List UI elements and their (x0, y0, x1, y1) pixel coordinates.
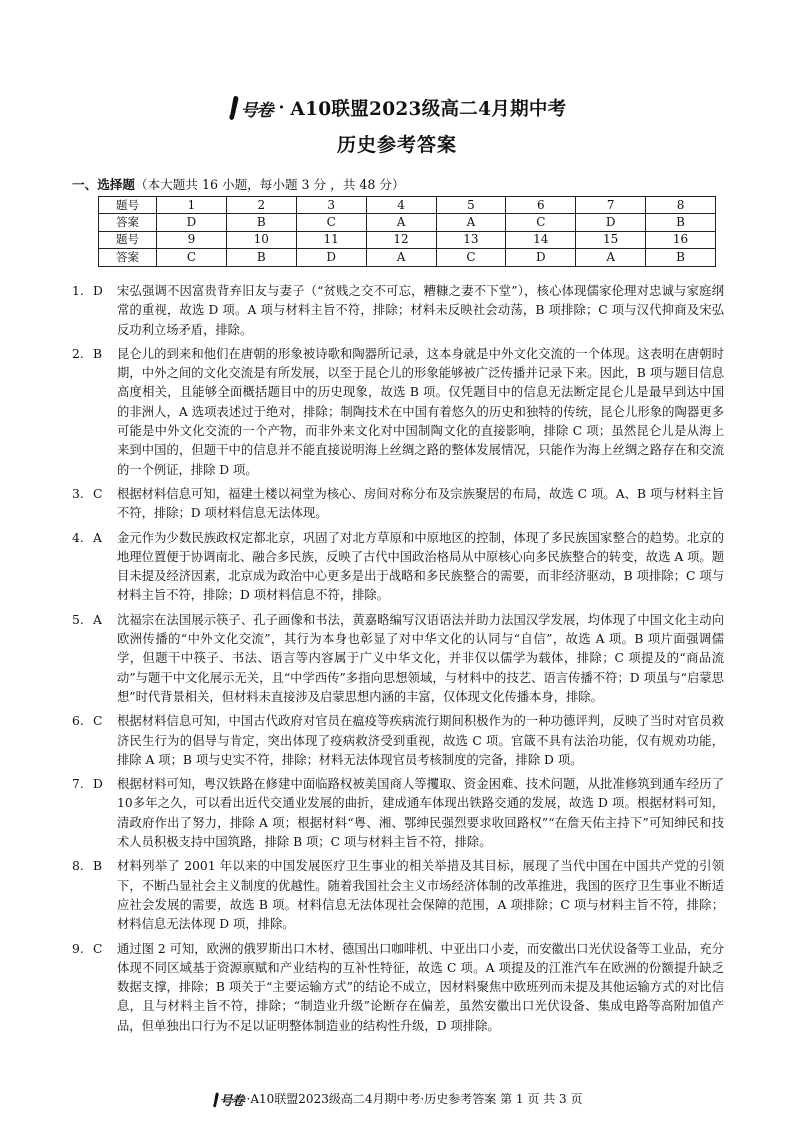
section-note: （本大题共 16 小题，每小题 3 分 ，共 48 分） (134, 177, 405, 192)
section-heading (72, 174, 405, 193)
brush-stroke-icon (228, 95, 240, 121)
item-answer: B (93, 859, 103, 874)
table-cell: C (296, 214, 366, 231)
item-explanation: 沈福宗在法国展示筷子、孔子画像和书法，黄嘉略编写汉语语法并助力法国汉学发展，均体现了中国文化主动向欧洲传播的“中外文化交流”，其行为本身也彰显了对中华文化的认同与“自信”，故选 A 项。B 项片面强调儒学，但题干中筷子、书法、语言等内容属于广义中华文化，并非仅以儒学为载体，排除；C 项提及的“商品流动”与题干中文化展示无关，且“中学西传”多指向思想领域，与材料中的技艺、语言传播不符；D 项虽与“启蒙思想”时代背景相关，但材料未直接涉及启蒙思想内涵的丰富，仅体现文化传播本身，排除。 (117, 612, 724, 704)
table-cell: 7 (576, 197, 646, 214)
footer-logo-text: 号卷 (219, 1094, 244, 1109)
item-explanation: 昆仑儿的到来和他们在唐朝的形象被诗歌和陶器所记录，这本身就是中外文化交流的一个体现。这表明在唐朝时期，中外之间的文化交流是有所发展，以至于昆仑儿的形象能够被广泛传播并记录下来。因此，B 项与题目信息高度相关，且能够全面概括题目中的历史现象，故选 B 项。仅凭题目中的信息无法断定昆仑儿是最早到达中国的非洲人，A 选项表述过于绝对，排除；制陶技术在中国有着悠久的历史和独特的传统，昆仑儿形象的陶器更多可能是中外文化交流的一个产物，而非外来文化对中国制陶文化的直接影响，排除 C 项；虽然昆仑儿是从海上来到中国的，但题干中的信息并不能直接说明海上丝绸之路的整体发展情况，只能作为海上丝绸之路存在和交流的一个例证，排除 D 项。 (117, 346, 724, 477)
table-cell: A (366, 249, 436, 266)
list-item (72, 611, 724, 707)
table-cell: A (436, 214, 506, 231)
list-item (72, 485, 724, 524)
list-item (72, 857, 724, 934)
table-cell: 2 (226, 197, 296, 214)
page-footer (0, 1090, 794, 1109)
table-cell: 1 (157, 197, 227, 214)
item-number: 3. (72, 486, 84, 501)
item-explanation: 根据材料信息可知，中国古代政府对官员在瘟疫等疾病流行期间积极作为的一种功德评判，反映了当时对官员救济民生行为的倡导与肯定，突出体现了疫病救济受到重视，故选 C 项。官箴不具有法治功能，仅有规劝功能，排除 A 项；B 项与史实不符，排除；材料无法体现官员考核制度的完备，排除 D 项。 (117, 714, 724, 767)
item-number: 1. (72, 284, 84, 298)
table-cell: A (576, 249, 646, 266)
table-cell: C (506, 214, 576, 231)
item-answer: C (93, 714, 103, 729)
item-explanation: 根据材料信息可知，福建土楼以祠堂为核心、房间对称分布及宗族聚居的布局，故选 C 项。A、B 项与材料主旨不符，排除；D 项材料信息无法体现。 (117, 486, 724, 521)
table-cell: D (576, 214, 646, 231)
list-item (72, 529, 724, 606)
table-cell: D (296, 249, 366, 266)
item-answer: A (93, 530, 102, 545)
footer-text: ·A10联盟2023级高二4月期中考·历史参考答案 第 1 页 共 3 页 (246, 1092, 583, 1106)
item-number: 4. (72, 530, 84, 545)
item-number: 2. (72, 346, 84, 361)
table-cell: 10 (226, 231, 296, 248)
table-cell: 4 (366, 197, 436, 214)
table-cell: C (436, 249, 506, 266)
section-title: 一、选择题 (72, 177, 135, 192)
answer-table (98, 196, 716, 267)
list-item (72, 282, 724, 340)
item-number: 7. (72, 777, 84, 792)
item-answer: C (93, 941, 103, 956)
table-cell: 5 (436, 197, 506, 214)
item-number: 9. (72, 941, 84, 956)
table-cell: 9 (157, 231, 227, 248)
item-answer: D (93, 284, 103, 298)
item-answer: D (93, 777, 103, 792)
table-row-header: 答案 (99, 214, 157, 231)
table-row-header: 答案 (99, 249, 157, 266)
item-answer: C (93, 486, 103, 501)
item-answer: A (93, 612, 102, 627)
table-cell: D (506, 249, 576, 266)
table-cell: 14 (506, 231, 576, 248)
page-title: A10联盟2023级高二4月期中考 (290, 99, 567, 120)
table-cell: 11 (296, 231, 366, 248)
list-item (72, 345, 724, 480)
item-explanation: 根据材料可知，粤汉铁路在修建中面临路权被美国商人等攫取、资金困难、技术问题，从批准修筑到通车经历了10多年之久，可以看出近代交通业发展的曲折，建成通车体现出铁路交通的发展，故选 D 项。根据材料可知，清政府作出了努力，排除 A 项；根据材料“粤、湘、鄂绅民强烈要求收回路权”“在詹天佑主持下”可知绅民和技术人员积极支持中国筑路，排除 B 项；C 项与材料主旨不符，排除。 (117, 777, 724, 850)
item-explanation: 材料列举了 2001 年以来的中国发展医疗卫生事业的相关举措及其目标，展现了当代中国在中国共产党的引领下，不断凸显社会主义制度的优越性。随着我国社会主义市场经济体制的改革推进，我国的医疗卫生事业不断适应社会发展的需要，故选 B 项。材料信息无法体现社会保障的范围，A 项排除；C 项与材料主旨不符，排除；材料信息无法体现 D 项，排除。 (117, 859, 724, 932)
item-number: 6. (72, 714, 84, 729)
table-cell: 16 (646, 231, 716, 248)
table-row (99, 249, 716, 266)
table-row (99, 214, 716, 231)
item-number: 8. (72, 859, 84, 874)
item-explanation: 宋弘强调不因富贵背弃旧友与妻子（“贫贱之交不可忘，糟糠之妻不下堂”），核心体现儒家伦理对忠诚与家庭纲常的重视，故选 D 项。A 项与材料主旨不符，排除；材料未反映社会动荡，B 项排除；C 项与汉代抑商及宋弘反功利立场矛盾，排除。 (117, 284, 724, 337)
page-subtitle: 历史参考答案 (336, 134, 457, 156)
answer-explanations (72, 282, 724, 1036)
table-cell: D (157, 214, 227, 231)
table-cell: 6 (506, 197, 576, 214)
table-row-header: 题号 (99, 197, 157, 214)
item-answer: B (93, 346, 103, 361)
table-cell: C (157, 249, 227, 266)
brush-stroke-icon (212, 1092, 220, 1108)
table-cell: 15 (576, 231, 646, 248)
list-item (72, 940, 724, 1036)
list-item (72, 775, 724, 852)
list-item (72, 712, 724, 770)
table-cell: 12 (366, 231, 436, 248)
table-row-header: 题号 (99, 231, 157, 248)
brand-logo (228, 94, 273, 122)
table-cell: 8 (646, 197, 716, 214)
table-cell: B (646, 214, 716, 231)
table-row (99, 231, 716, 248)
table-cell: A (366, 214, 436, 231)
table-cell: B (226, 214, 296, 231)
table-cell: B (226, 249, 296, 266)
title-separator: · (278, 98, 285, 118)
header (0, 94, 794, 125)
table-cell: B (646, 249, 716, 266)
logo-text: 号卷 (240, 100, 273, 121)
item-explanation: 通过图 2 可知，欧洲的俄罗斯出口木材、德国出口咖啡机、中亚出口小麦，而安徽出口光伏设备等工业品，充分体现不同区域基于资源禀赋和产业结构的互补性特征，故选 C 项。A 项提及的江淮汽车在欧洲的份额提升缺乏数据支撑，排除；B 项关于“主要运输方式”的结论不成立，因材料聚焦中欧班列而未提及其他运输方式的对比信息，且与材料主旨不符，排除；“制造业升级”论断存在偏差，虽然安徽出口光伏设备、集成电路等高附加值产品，但单独出口行为不足以证明整体制造业的结构性升级，D 项排除。 (117, 941, 724, 1033)
item-number: 5. (72, 612, 84, 627)
title-line (228, 94, 567, 122)
table-cell: 3 (296, 197, 366, 214)
item-explanation: 金元作为少数民族政权定都北京，巩固了对北方草原和中原地区的控制，体现了多民族国家整合的趋势。北京的地理位置便于协调南北、融合多民族，反映了古代中国政治格局从中原核心向多民族整合的转变，故选 A 项。题目未提及经济因素，北京成为政治中心更多是出于战略和多民族整合的需要，而非经济驱动，B 项排除；C 项与材料主旨不符，排除；D 项材料信息不符，排除。 (117, 530, 724, 603)
table-row (99, 197, 716, 214)
footer-logo (212, 1090, 244, 1109)
table-cell: 13 (436, 231, 506, 248)
